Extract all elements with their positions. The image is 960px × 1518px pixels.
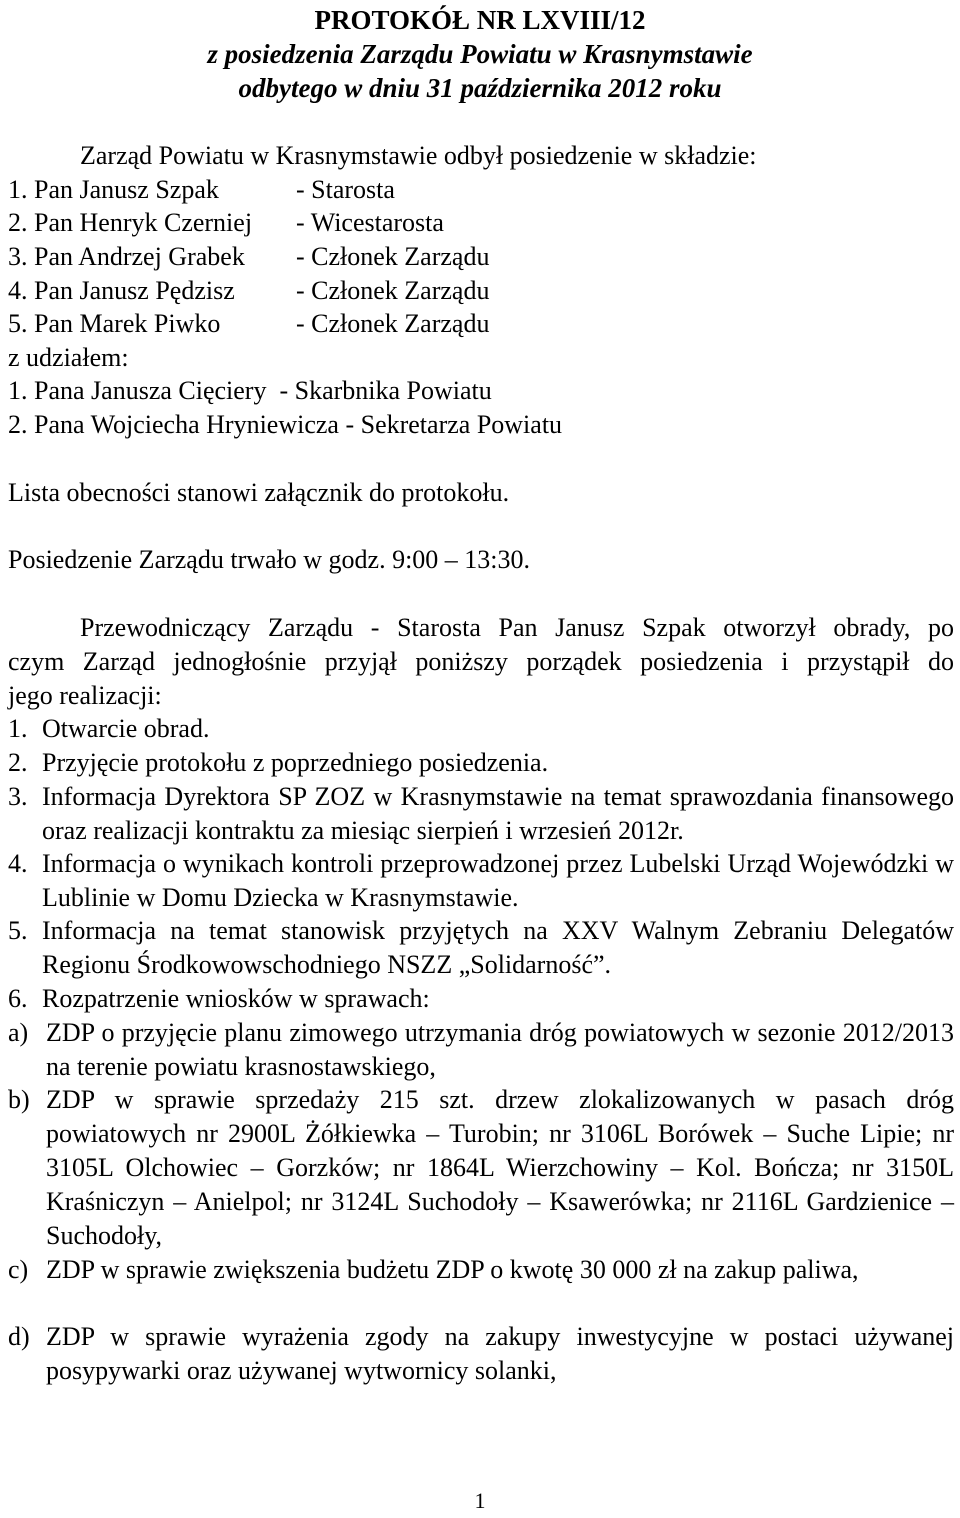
agenda-text: Informacja na temat stanowisk przyjętych na XXV Walnym Zebraniu Delegatów Regionu Środkowowschodniego NSZZ „Solidarność”. <box>42 916 954 979</box>
attendance-note: Lista obecności stanowi załącznik do protokołu. <box>8 478 510 507</box>
sub-item-letter: d) <box>8 1322 30 1351</box>
agenda-number: 4. <box>8 849 28 878</box>
document-subtitle-date: odbytego w dniu 31 października 2012 roku <box>238 73 722 103</box>
member-row <box>0 240 960 274</box>
agenda-text: Otwarcie obrad. <box>42 714 210 743</box>
agenda-number: 1. <box>8 714 28 743</box>
member-name: 2. Pan Henryk Czerniej <box>8 208 253 237</box>
member-row <box>0 206 960 240</box>
sub-item-letter: a) <box>8 1018 29 1047</box>
sub-item-text: ZDP w sprawie sprzedaży 215 szt. drzew zlokalizowanych w pasach dróg powiatowych nr 2900L Żółkiewka – Turobin; nr 3106L Borówek – Suche Lipie; nr 3105L Olchowiec – Gorzków; nr 1864L Wierzchowiny – Kol. Bończa; nr 3150L Kraśniczyn – Anielpol; nr 3124L Suchodoły – Ksawerówka; nr 2116L Gardzienice – Suchodoły, <box>46 1085 954 1250</box>
member-name: 3. Pan Andrzej Grabek <box>8 242 245 271</box>
participation-label: z udziałem: <box>8 343 129 372</box>
opening-paragraph-line: czym Zarząd jednogłośnie przyjął poniższy porządek posiedzenia i przystąpił do <box>8 647 954 676</box>
agenda-text: Informacja o wynikach kontroli przeprowadzonej przez Lubelski Urząd Wojewódzki w Lublinie w Domu Dziecka w Krasnymstawie. <box>42 849 954 912</box>
agenda-number: 2. <box>8 748 28 777</box>
sub-item-text: ZDP o przyjęcie planu zimowego utrzymania dróg powiatowych w sezonie 2012/2013 na terenie powiatu krasnostawskiego, <box>46 1018 954 1081</box>
agenda-number: 6. <box>8 984 28 1013</box>
member-row <box>0 307 960 341</box>
agenda-text: Informacja Dyrektora SP ZOZ w Krasnymstawie na temat sprawozdania finansowego oraz realizacji kontraktu za miesiąc sierpień i wrzesień 2012r. <box>42 782 954 845</box>
agenda-text: Przyjęcie protokołu z poprzedniego posiedzenia. <box>42 748 549 777</box>
agenda-number: 3. <box>8 782 28 811</box>
opening-paragraph-line: jego realizacji: <box>8 681 162 710</box>
page-number: 1 <box>474 1488 486 1513</box>
participant-secretary: 2. Pana Wojciecha Hryniewicza - Sekretarza Powiatu <box>8 410 563 439</box>
document-subtitle-meeting: z posiedzenia Zarządu Powiatu w Krasnymstawie <box>207 39 753 69</box>
member-role: - Członek Zarządu <box>296 276 490 305</box>
sub-item-letter: b) <box>8 1085 30 1114</box>
member-row <box>0 274 960 308</box>
member-role: - Starosta <box>296 175 395 204</box>
opening-paragraph-line: Przewodniczący Zarządu - Starosta Pan Janusz Szpak otworzył obrady, po <box>80 613 954 642</box>
member-role: - Wicestarosta <box>296 208 444 237</box>
agenda-text: Rozpatrzenie wniosków w sprawach: <box>42 984 430 1013</box>
member-name: 1. Pan Janusz Szpak <box>8 175 219 204</box>
member-name: 5. Pan Marek Piwko <box>8 309 221 338</box>
composition-intro: Zarząd Powiatu w Krasnymstawie odbył posiedzenie w składzie: <box>80 141 757 170</box>
document-header <box>0 3 960 105</box>
duration-note: Posiedzenie Zarządu trwało w godz. 9:00 – 13:30. <box>8 545 531 574</box>
member-name: 4. Pan Janusz Pędzisz <box>8 276 235 305</box>
agenda-number: 5. <box>8 916 28 945</box>
participant-treasurer: 1. Pana Janusza Cięciery - Skarbnika Powiatu <box>8 376 492 405</box>
sub-item-text: ZDP w sprawie zwiększenia budżetu ZDP o kwotę 30 000 zł na zakup paliwa, <box>46 1255 859 1284</box>
sub-item-text: ZDP w sprawie wyrażenia zgody na zakupy inwestycyjne w postaci używanej posypywarki oraz używanej wytwornicy solanki, <box>46 1322 954 1385</box>
member-role: - Członek Zarządu <box>296 309 490 338</box>
sub-item-letter: c) <box>8 1255 29 1284</box>
document-title: PROTOKÓŁ NR LXVIII/12 <box>314 5 646 35</box>
member-role: - Członek Zarządu <box>296 242 490 271</box>
member-row <box>0 173 960 207</box>
